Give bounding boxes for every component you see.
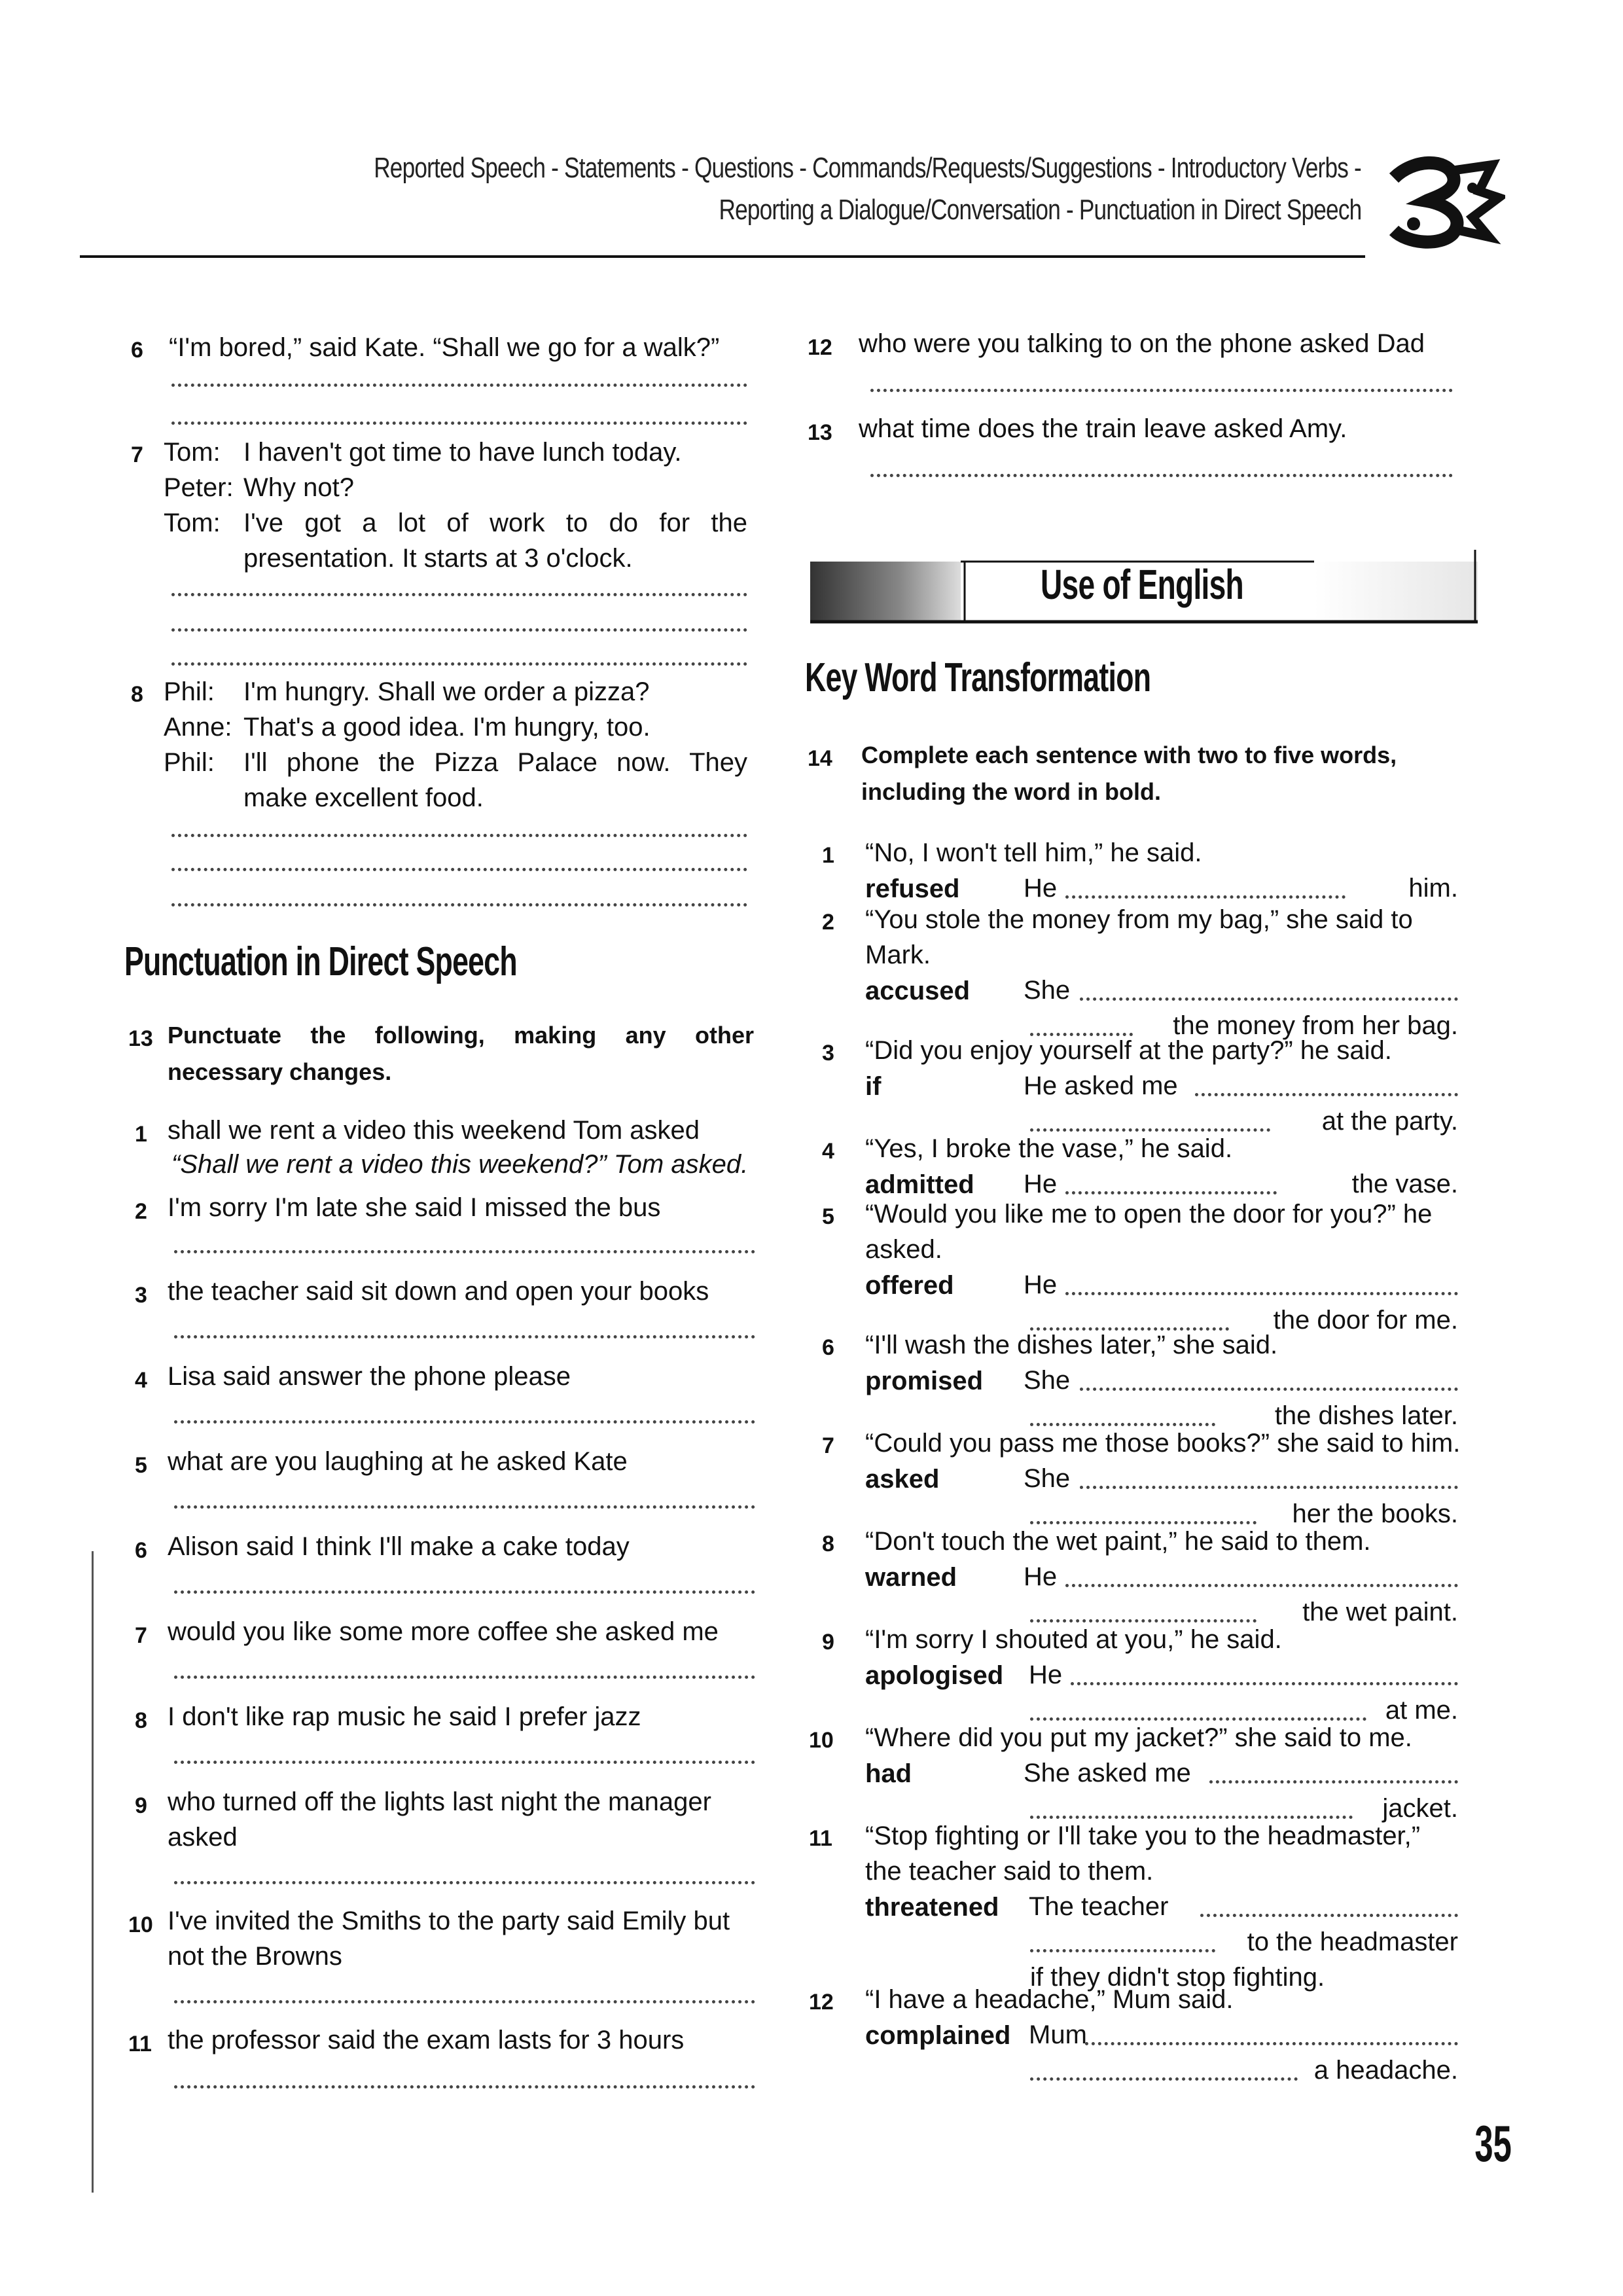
- answer-gap[interactable]: [1085, 2042, 1458, 2045]
- key-word: if: [865, 1072, 882, 1101]
- answer-line[interactable]: [171, 593, 747, 596]
- sentence-end: if they didn't stop fighting.: [1030, 1963, 1325, 1992]
- answer-gap[interactable]: [1030, 2077, 1298, 2081]
- sentence: “I have a headache,” Mum said.: [865, 1985, 1234, 2014]
- sentence-start: He: [1024, 1170, 1058, 1198]
- answer-gap[interactable]: [1080, 1388, 1458, 1391]
- answer-line[interactable]: [174, 1505, 755, 1509]
- answer-line[interactable]: [174, 1250, 755, 1253]
- sentence-start: He: [1024, 1562, 1058, 1591]
- item-number: 2: [822, 910, 834, 935]
- item-text: asked: [168, 1823, 238, 1852]
- item-number: 6: [131, 338, 143, 363]
- sentence-end: her the books.: [1292, 1499, 1458, 1528]
- answer-line[interactable]: [174, 1761, 755, 1764]
- answer-gap[interactable]: [1071, 1682, 1458, 1685]
- sentence-end: at the party.: [1321, 1107, 1458, 1136]
- item-number: 10: [128, 1912, 153, 1937]
- item-text: I don't like rap music he said I prefer jazz: [168, 1702, 641, 1731]
- speaker: Anne:: [164, 713, 232, 742]
- item-number: 8: [135, 1708, 147, 1733]
- key-word: asked: [865, 1465, 940, 1494]
- sentence: “No, I won't tell him,” he said.: [865, 838, 1202, 867]
- exercise-number: 13: [128, 1026, 153, 1051]
- sentence-end: the money from her bag.: [1173, 1011, 1458, 1040]
- key-word: complained: [865, 2021, 1011, 2050]
- sentence: “Where did you put my jacket?” she said to me.: [865, 1723, 1412, 1752]
- answer-line[interactable]: [171, 662, 747, 666]
- sentence-end: a headache.: [1313, 2056, 1458, 2085]
- line-text: make excellent food.: [243, 783, 484, 812]
- item-number: 4: [822, 1139, 834, 1164]
- sentence-end: jacket.: [1382, 1794, 1458, 1823]
- line-text: Why not?: [243, 473, 354, 502]
- key-word: apologised: [865, 1661, 1004, 1690]
- running-header-line-1: Reported Speech - Statements - Questions - Commands/Requests/Suggestions - Introductory Verbs -: [374, 152, 1361, 184]
- sentence-end: the vase.: [1351, 1170, 1458, 1198]
- example-answer: “Shall we rent a video this weekend?” Tom asked.: [171, 1150, 749, 1179]
- sentence: “Did you enjoy yourself at the party?” he said.: [865, 1036, 1392, 1065]
- answer-line[interactable]: [174, 1335, 755, 1338]
- line-text: presentation. It starts at 3 o'clock.: [243, 544, 633, 573]
- page-number: 35: [1474, 2115, 1512, 2172]
- item-text: who turned off the lights last night the manager: [168, 1787, 711, 1816]
- answer-gap[interactable]: [1065, 1584, 1458, 1587]
- answer-gap[interactable]: [1200, 1914, 1458, 1917]
- answer-line[interactable]: [174, 2085, 755, 2089]
- sentence-start: She: [1024, 1464, 1071, 1493]
- sentence-end: the wet paint.: [1302, 1598, 1458, 1626]
- exercise-number: 14: [808, 746, 832, 771]
- answer-line[interactable]: [171, 903, 747, 906]
- sentence-end: to the headmaster: [1247, 1928, 1458, 1956]
- item-number: 6: [135, 1538, 147, 1563]
- sentence: “Would you like me to open the door for you?” he: [865, 1200, 1433, 1229]
- header-rule: [80, 255, 1365, 258]
- item-number: 3: [135, 1283, 147, 1308]
- item-text: shall we rent a video this weekend Tom asked: [168, 1116, 700, 1145]
- key-word: admitted: [865, 1170, 974, 1199]
- section-heading: Key Word Transformation: [805, 655, 1151, 700]
- instruction: including the word in bold.: [861, 778, 1161, 805]
- key-word: warned: [865, 1563, 957, 1592]
- key-word: offered: [865, 1271, 954, 1300]
- sentence-end: at me.: [1385, 1696, 1458, 1725]
- answer-gap[interactable]: [1030, 1949, 1215, 1952]
- answer-line[interactable]: [174, 2000, 755, 2003]
- answer-line[interactable]: [174, 1420, 755, 1424]
- speaker: Tom:: [164, 509, 221, 537]
- sentence-end: the door for me.: [1273, 1306, 1458, 1335]
- answer-line[interactable]: [174, 1590, 755, 1594]
- item-number: 5: [135, 1453, 147, 1478]
- answer-line[interactable]: [171, 868, 747, 871]
- answer-gap[interactable]: [1065, 1292, 1458, 1295]
- sentence: “Could you pass me those books?” she said to him.: [865, 1429, 1461, 1458]
- answer-gap[interactable]: [1065, 895, 1346, 899]
- sentence-start: She: [1024, 1366, 1071, 1395]
- key-word: promised: [865, 1367, 984, 1395]
- line-text: That's a good idea. I'm hungry, too.: [243, 713, 651, 742]
- item-text: not the Browns: [168, 1942, 342, 1971]
- line-text: I've got a lot of work to do for the: [243, 509, 747, 537]
- item-number: 12: [808, 335, 832, 360]
- instruction: Complete each sentence with two to five words,: [861, 742, 1397, 768]
- sentence: “Yes, I broke the vase,” he said.: [865, 1134, 1233, 1163]
- item-text: “I'm bored,” said Kate. “Shall we go for a walk?”: [169, 333, 720, 362]
- running-header-line-2: Reporting a Dialogue/Conversation - Punctuation in Direct Speech: [719, 194, 1361, 226]
- unit-logo-icon: [1374, 152, 1505, 250]
- sentence: “You stole the money from my bag,” she said to: [865, 905, 1413, 934]
- sentence-start: Mum: [1029, 2020, 1087, 2049]
- item-text: Lisa said answer the phone please: [168, 1362, 571, 1391]
- key-word: accused: [865, 977, 971, 1005]
- instruction: Punctuate the following, making any other: [168, 1022, 754, 1049]
- line-text: I'm hungry. Shall we order a pizza?: [243, 677, 650, 706]
- sentence-start: He asked me: [1024, 1071, 1178, 1100]
- item-number: 8: [822, 1532, 834, 1556]
- item-text: would you like some more coffee she asked me: [168, 1617, 719, 1646]
- sentence-end: him.: [1408, 874, 1458, 903]
- answer-line[interactable]: [174, 1676, 755, 1679]
- answer-gap[interactable]: [1195, 1093, 1458, 1096]
- item-text: who were you talking to on the phone asked Dad: [859, 329, 1425, 358]
- banner-title: Use of English: [1041, 561, 1243, 608]
- line-text: I haven't got time to have lunch today.: [243, 438, 682, 467]
- answer-line[interactable]: [174, 1881, 755, 1884]
- speaker: Phil:: [164, 677, 215, 706]
- key-word: threatened: [865, 1893, 999, 1922]
- sentence: “Don't touch the wet paint,” he said to them.: [865, 1527, 1371, 1556]
- answer-gap[interactable]: [1080, 1486, 1458, 1489]
- item-number: 3: [822, 1041, 834, 1066]
- item-number: 9: [822, 1630, 834, 1655]
- item-text: the teacher said sit down and open your books: [168, 1277, 709, 1306]
- item-text: the professor said the exam lasts for 3 hours: [168, 2026, 685, 2054]
- answer-line[interactable]: [171, 384, 747, 387]
- sentence: “I'm sorry I shouted at you,” he said.: [865, 1625, 1282, 1654]
- item-text: I'm sorry I'm late she said I missed the bus: [168, 1193, 661, 1222]
- item-number: 8: [131, 682, 143, 707]
- sentence-end: the dishes later.: [1274, 1401, 1458, 1430]
- item-number: 7: [131, 442, 143, 467]
- item-number: 9: [135, 1793, 147, 1818]
- item-number: 1: [822, 843, 834, 868]
- item-number: 1: [135, 1122, 147, 1147]
- item-text: what are you laughing at he asked Kate: [168, 1447, 628, 1476]
- answer-gap[interactable]: [1080, 997, 1458, 1001]
- item-number: 6: [822, 1335, 834, 1360]
- sentence-start: He: [1024, 874, 1058, 903]
- sentence: Mark.: [865, 941, 931, 969]
- item-number: 13: [808, 420, 832, 445]
- item-number: 5: [822, 1204, 834, 1229]
- answer-gap[interactable]: [1209, 1780, 1458, 1784]
- item-number: 12: [809, 1990, 834, 2015]
- sentence: asked.: [865, 1235, 942, 1264]
- margin-line: [92, 1551, 94, 2193]
- answer-line[interactable]: [870, 474, 1453, 477]
- item-number: 11: [128, 2032, 152, 2056]
- answer-line[interactable]: [171, 422, 747, 425]
- sentence: the teacher said to them.: [865, 1857, 1154, 1886]
- speaker: Tom:: [164, 438, 221, 467]
- section-heading: Punctuation in Direct Speech: [124, 939, 517, 984]
- sentence-start: She asked me: [1024, 1759, 1191, 1787]
- sentence-start: The teacher: [1029, 1892, 1169, 1921]
- sentence: “I'll wash the dishes later,” she said.: [865, 1331, 1278, 1359]
- key-word: refused: [865, 874, 960, 903]
- answer-line[interactable]: [171, 834, 747, 837]
- sentence-start: He: [1029, 1660, 1063, 1689]
- item-text: I've invited the Smiths to the party said Emily but: [168, 1907, 730, 1935]
- item-text: what time does the train leave asked Amy.: [859, 414, 1347, 443]
- answer-gap[interactable]: [1065, 1191, 1277, 1194]
- answer-line[interactable]: [870, 389, 1453, 392]
- key-word: had: [865, 1759, 912, 1788]
- answer-line[interactable]: [171, 628, 747, 632]
- speaker: Peter:: [164, 473, 234, 502]
- instruction: necessary changes.: [168, 1058, 392, 1085]
- item-number: 7: [135, 1623, 147, 1648]
- item-number: 11: [809, 1826, 832, 1851]
- sentence-start: She: [1024, 976, 1071, 1005]
- item-number: 7: [822, 1433, 834, 1458]
- item-number: 10: [809, 1728, 834, 1753]
- item-number: 4: [135, 1368, 147, 1393]
- item-number: 2: [135, 1199, 147, 1224]
- speaker: Phil:: [164, 748, 215, 777]
- sentence-start: He: [1024, 1270, 1058, 1299]
- sentence: “Stop fighting or I'll take you to the headmaster,”: [865, 1821, 1421, 1850]
- item-text: Alison said I think I'll make a cake today: [168, 1532, 630, 1561]
- line-text: I'll phone the Pizza Palace now. They: [243, 748, 747, 777]
